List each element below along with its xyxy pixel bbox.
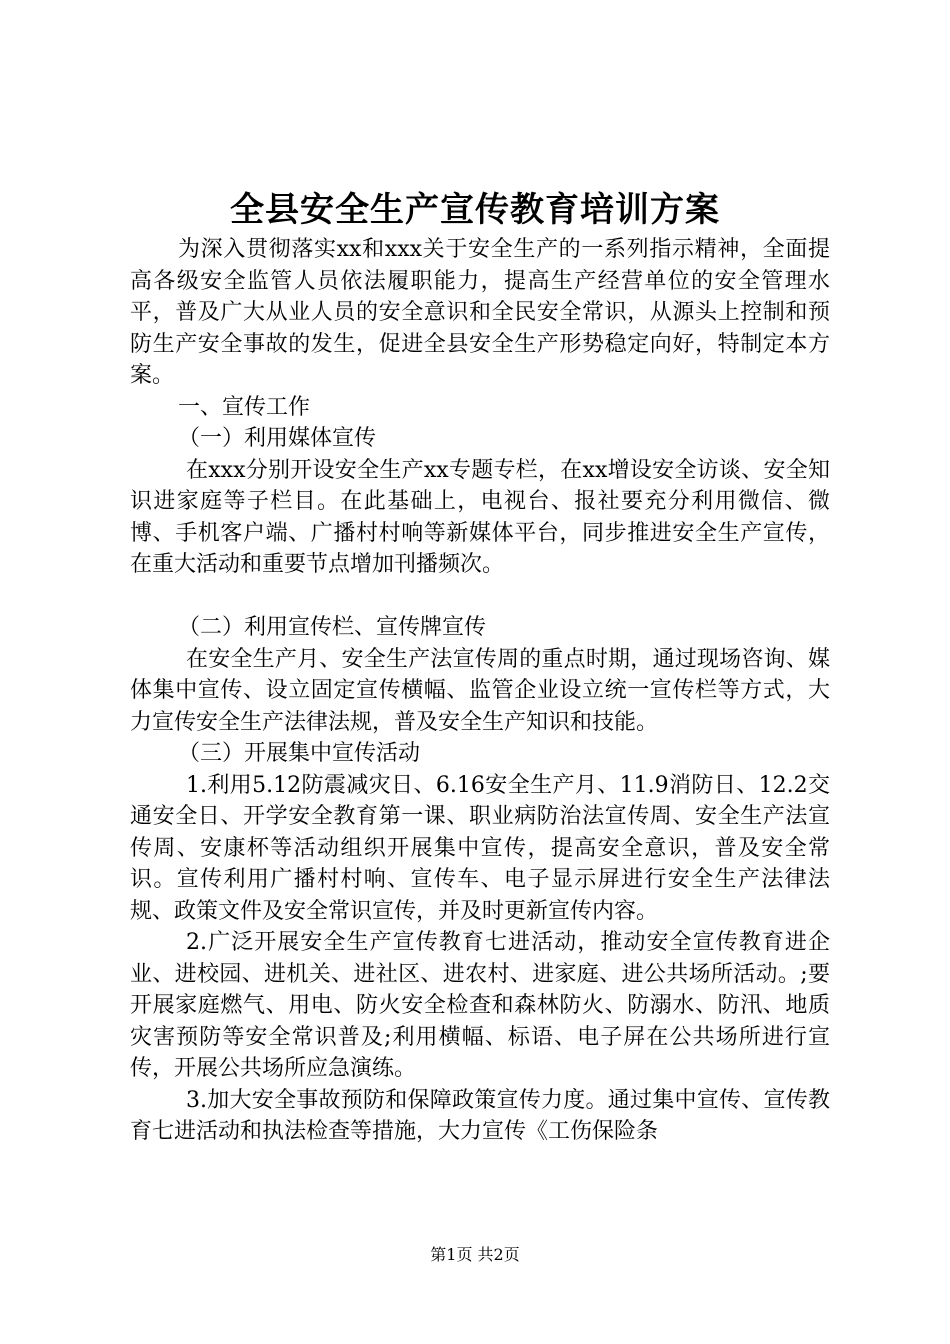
intro-paragraph: 为深入贯彻落实xx和xxx关于安全生产的一系列指示精神，全面提高各级安全监管人员依法履职能力，提高生产经营单位的安全管理水平，普及广大从业人员的安全意识和全民安全常识，从源头上控制和预防生产安全事故的发生，促进全县安全生产形势稳定向好，特制定本方案。	[130, 237, 830, 388]
document-body	[130, 234, 830, 1148]
paragraph-gap	[130, 581, 830, 613]
subsection-paragraph: 在xxx分别开设安全生产xx专题专栏，在xx增设安全访谈、安全知识进家庭等子栏目。在此基础上，电视台、报社要充分利用微信、微博、手机客户端、广播村村响等新媒体平台，同步推进安全生产宣传，在重大活动和重要节点增加刊播频次。	[130, 457, 830, 577]
subsection-heading: （三）开展集中宣传活动	[178, 741, 421, 766]
list-item: 2.广泛开展安全生产宣传教育七进活动，推动安全宣传教育进企业、进校园、进机关、进社区、进农村、进家庭、进公共场所活动。;要开展家庭燃气、用电、防火安全检查和森林防火、防溺水、防汛、地质灾害预防等安全常识普及;利用横幅、标语、电子屏在公共场所进行宣传，开展公共场所应急演练。	[130, 930, 830, 1081]
subsection-heading: （一）利用媒体宣传	[178, 426, 377, 451]
list-item: 1.利用5.12防震减灾日、6.16安全生产月、11.9消防日、12.2交通安全日、开学安全教育第一课、职业病防治法宣传周、安全生产法宣传周、安康杯等活动组织开展集中宣传，提高安全意识，普及安全常识。宣传利用广播村村响、宣传车、电子显示屏进行安全生产法律法规、政策文件及安全常识宣传，并及时更新宣传内容。	[130, 772, 830, 924]
section-heading: 一、宣传工作	[178, 394, 311, 420]
list-item: 3.加大安全事故预防和保障政策宣传力度。通过集中宣传、宣传教育七进活动和执法检查等措施，大力宣传《工伤保险条	[130, 1087, 830, 1144]
subsection-heading: （二）利用宣传栏、宣传牌宣传	[178, 615, 487, 640]
subsection-paragraph: 在安全生产月、安全生产法宣传周的重点时期，通过现场咨询、媒体集中宣传、设立固定宣传横幅、监管企业设立统一宣传栏等方式，大力宣传安全生产法律法规，普及安全生产知识和技能。	[130, 646, 830, 735]
document-title: 全县安全生产宣传教育培训方案	[230, 190, 720, 230]
page-footer: 第1页 共2页	[430, 1245, 520, 1264]
